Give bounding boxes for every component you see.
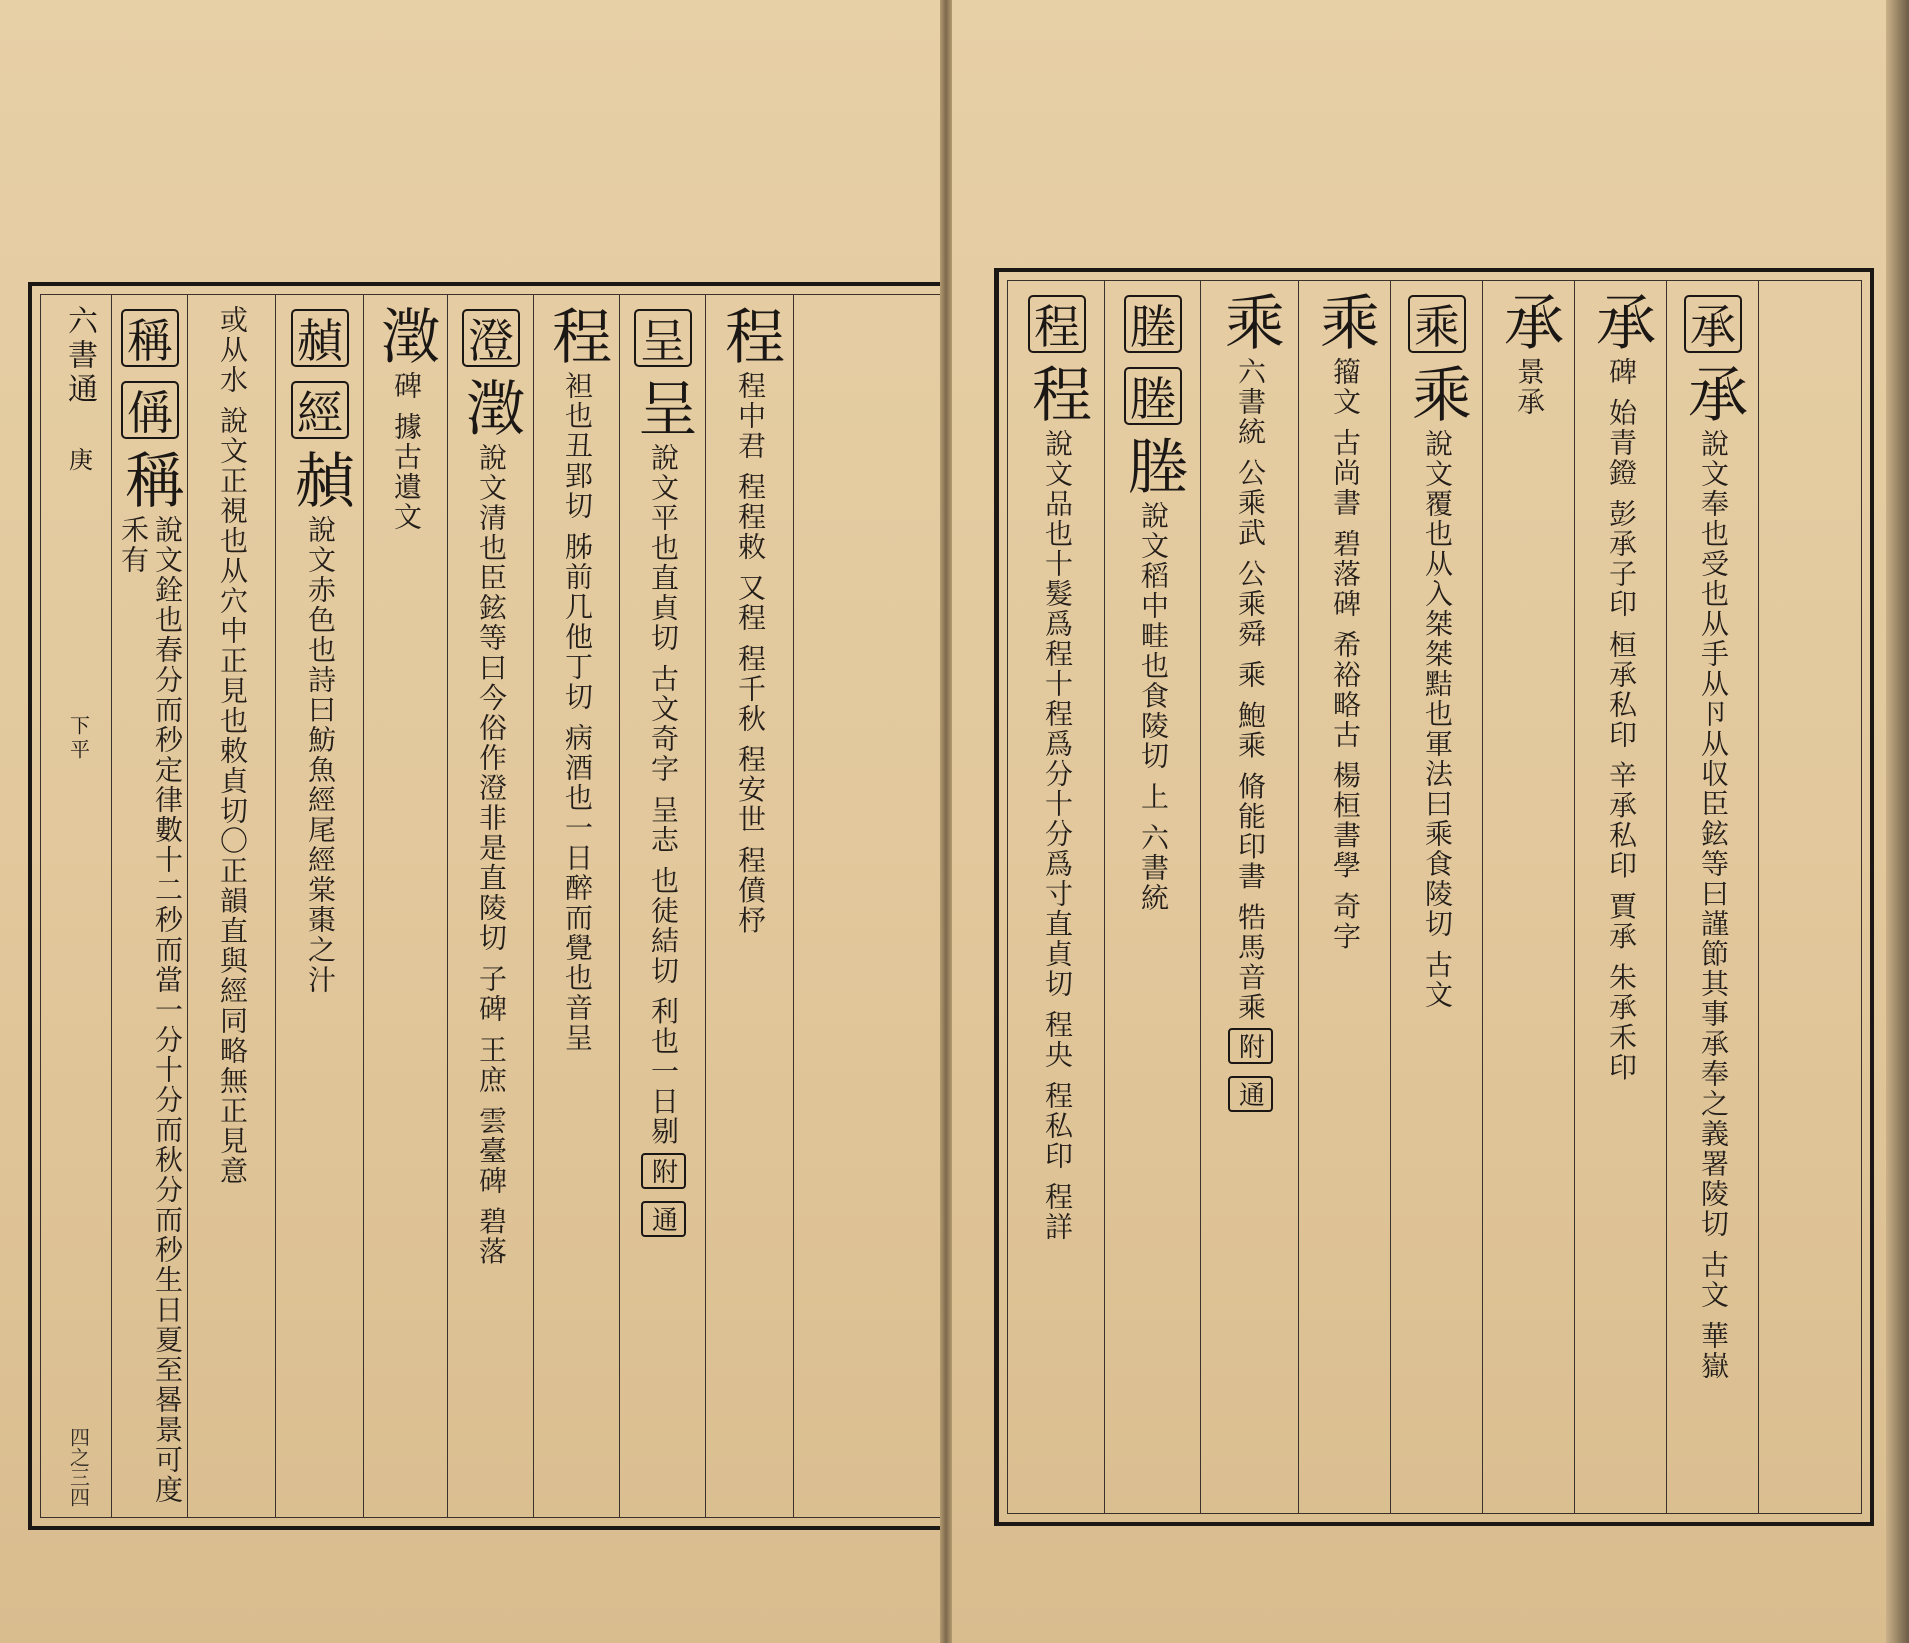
- seal-character: 程: [715, 305, 785, 371]
- column-rule: [1104, 281, 1105, 1513]
- head-character-box: 乘: [1408, 295, 1466, 353]
- column-rule: [1574, 281, 1575, 1513]
- column-rule: [1390, 281, 1391, 1513]
- left-page-frame: [28, 282, 946, 1530]
- entry-note: 或从水 說文正視也从穴中正見也敕貞切〇正韻直與經同略無正見意: [216, 305, 249, 1186]
- entry-note: 籀文 古尚書 碧落碑 希裕略古 楊桓書學 奇字: [1329, 357, 1362, 952]
- entry-note: 程中君 程程敕 又程 程千秋 程安世 程僨杼: [734, 371, 767, 936]
- left-page: [0, 0, 940, 1643]
- book-title: 六書通: [62, 305, 97, 407]
- seal-character: 塍: [1118, 435, 1188, 501]
- entry-column: [279, 305, 361, 1507]
- column-rule: [1298, 281, 1299, 1513]
- column-rule: [1482, 281, 1483, 1513]
- entry-column: [1012, 291, 1102, 1503]
- entry-note: 袒也丑郢切 胏前几他丁切 病酒也一日醉而覺也音呈: [561, 371, 594, 1053]
- entry-note: 六書統 公乘武 公乘舜 乘 鮑乘 脩能印書 牿馬音乘: [1234, 357, 1267, 1023]
- tone-label: 下平: [66, 715, 91, 763]
- entry-note: 碑 始青鐙 彭承子印 桓承私印 辛承私印 賈承 朱承禾印: [1605, 357, 1638, 1083]
- entry-column: [1394, 291, 1480, 1503]
- entry-column: [1578, 291, 1664, 1503]
- column-rule: [447, 295, 448, 1517]
- entry-column: [1486, 291, 1572, 1503]
- head-character-box: 承: [1684, 295, 1742, 353]
- entry-note: 說文赤色也詩曰魴魚經尾經棠棗之汁: [304, 515, 337, 995]
- column-rule: [1666, 281, 1667, 1513]
- column-rule: [1200, 281, 1201, 1513]
- seal-character: 呈: [628, 377, 698, 443]
- sub-character-box: 經: [291, 381, 349, 439]
- appendix-tag: 附: [1228, 1028, 1273, 1064]
- seal-character: 稱: [115, 449, 185, 515]
- head-character-box: 澄: [462, 309, 520, 367]
- head-character-box: 程: [1028, 295, 1086, 353]
- seal-character: 乘: [1310, 291, 1380, 357]
- entry-note: 說文奉也受也从手从卪从収臣鉉等曰謹節其事承奉之義署陵切 古文 華嶽: [1697, 429, 1730, 1381]
- entry-note: 說文平也直貞切 古文奇字 呈志 也徒結切 利也一日剔: [647, 443, 680, 1147]
- entry-column: [623, 305, 703, 1507]
- seal-character: 澂: [371, 305, 441, 371]
- entry-column: [191, 305, 273, 1507]
- right-page-frame: [994, 268, 1874, 1526]
- book-edge: [1886, 0, 1909, 1643]
- entry-column: [1108, 291, 1198, 1503]
- head-character-box: 赬: [291, 309, 349, 367]
- book-gutter: [940, 0, 952, 1643]
- column-rule: [1758, 281, 1759, 1513]
- seal-character: 乘: [1402, 363, 1472, 429]
- head-character-box: 呈: [634, 309, 692, 367]
- seal-character: 澂: [456, 377, 526, 443]
- entry-note: 說文覆也从入桀桀黠也軍法曰乘食陵切 古文: [1421, 429, 1454, 1010]
- folio-number: 四之三四: [66, 1427, 91, 1507]
- entry-column: [537, 305, 617, 1507]
- entry-note: 碑 據古遺文: [390, 371, 423, 532]
- variant-tag: 通: [1228, 1076, 1273, 1112]
- entry-column: [115, 305, 185, 1507]
- sub-character-box: 塍: [1124, 367, 1182, 425]
- seal-character: 承: [1678, 363, 1748, 429]
- right-page-inner-border: [1007, 280, 1862, 1514]
- seal-character: 承: [1586, 291, 1656, 357]
- rhyme-label: 庚: [64, 447, 93, 475]
- entry-note: 說文品也十髮爲程十程爲分十分爲寸直貞切 程央 程私印 程詳: [1041, 429, 1074, 1242]
- entry-note: 說文銓也春分而秒定律數十二秒而當一分十分而秋分而秒生日夏至晷景可度禾有: [117, 515, 184, 1505]
- entry-column: [1204, 291, 1296, 1503]
- entry-column: [1302, 291, 1388, 1503]
- seal-character: 承: [1494, 291, 1564, 357]
- seal-character: 乘: [1215, 291, 1285, 357]
- column-rule: [363, 295, 364, 1517]
- head-character-box: 塍: [1124, 295, 1182, 353]
- entry-note: 說文稻中畦也食陵切 上 六書統: [1137, 501, 1170, 913]
- right-page: [952, 0, 1886, 1643]
- variant-tag: 通: [641, 1201, 686, 1237]
- entry-column: [1670, 291, 1756, 1503]
- column-rule: [533, 295, 534, 1517]
- sub-character-box: 偁: [121, 381, 179, 439]
- entry-column: [709, 305, 791, 1507]
- column-rule: [619, 295, 620, 1517]
- entry-column: [451, 305, 531, 1507]
- appendix-tag: 附: [641, 1153, 686, 1189]
- column-rule: [793, 295, 794, 1517]
- margin-title-column: [53, 305, 105, 1507]
- head-character-box: 稱: [121, 309, 179, 367]
- entry-note: 景承: [1513, 357, 1546, 417]
- left-page-inner-border: [40, 294, 950, 1518]
- entry-column: [367, 305, 445, 1507]
- seal-character: 程: [1022, 363, 1092, 429]
- seal-character: 程: [542, 305, 612, 371]
- column-rule: [705, 295, 706, 1517]
- entry-note: 說文清也臣鉉等曰今俗作澄非是直陵切 子碑 王庶 雲臺碑 碧落: [475, 443, 508, 1267]
- seal-character: 赬: [285, 449, 355, 515]
- column-rule: [275, 295, 276, 1517]
